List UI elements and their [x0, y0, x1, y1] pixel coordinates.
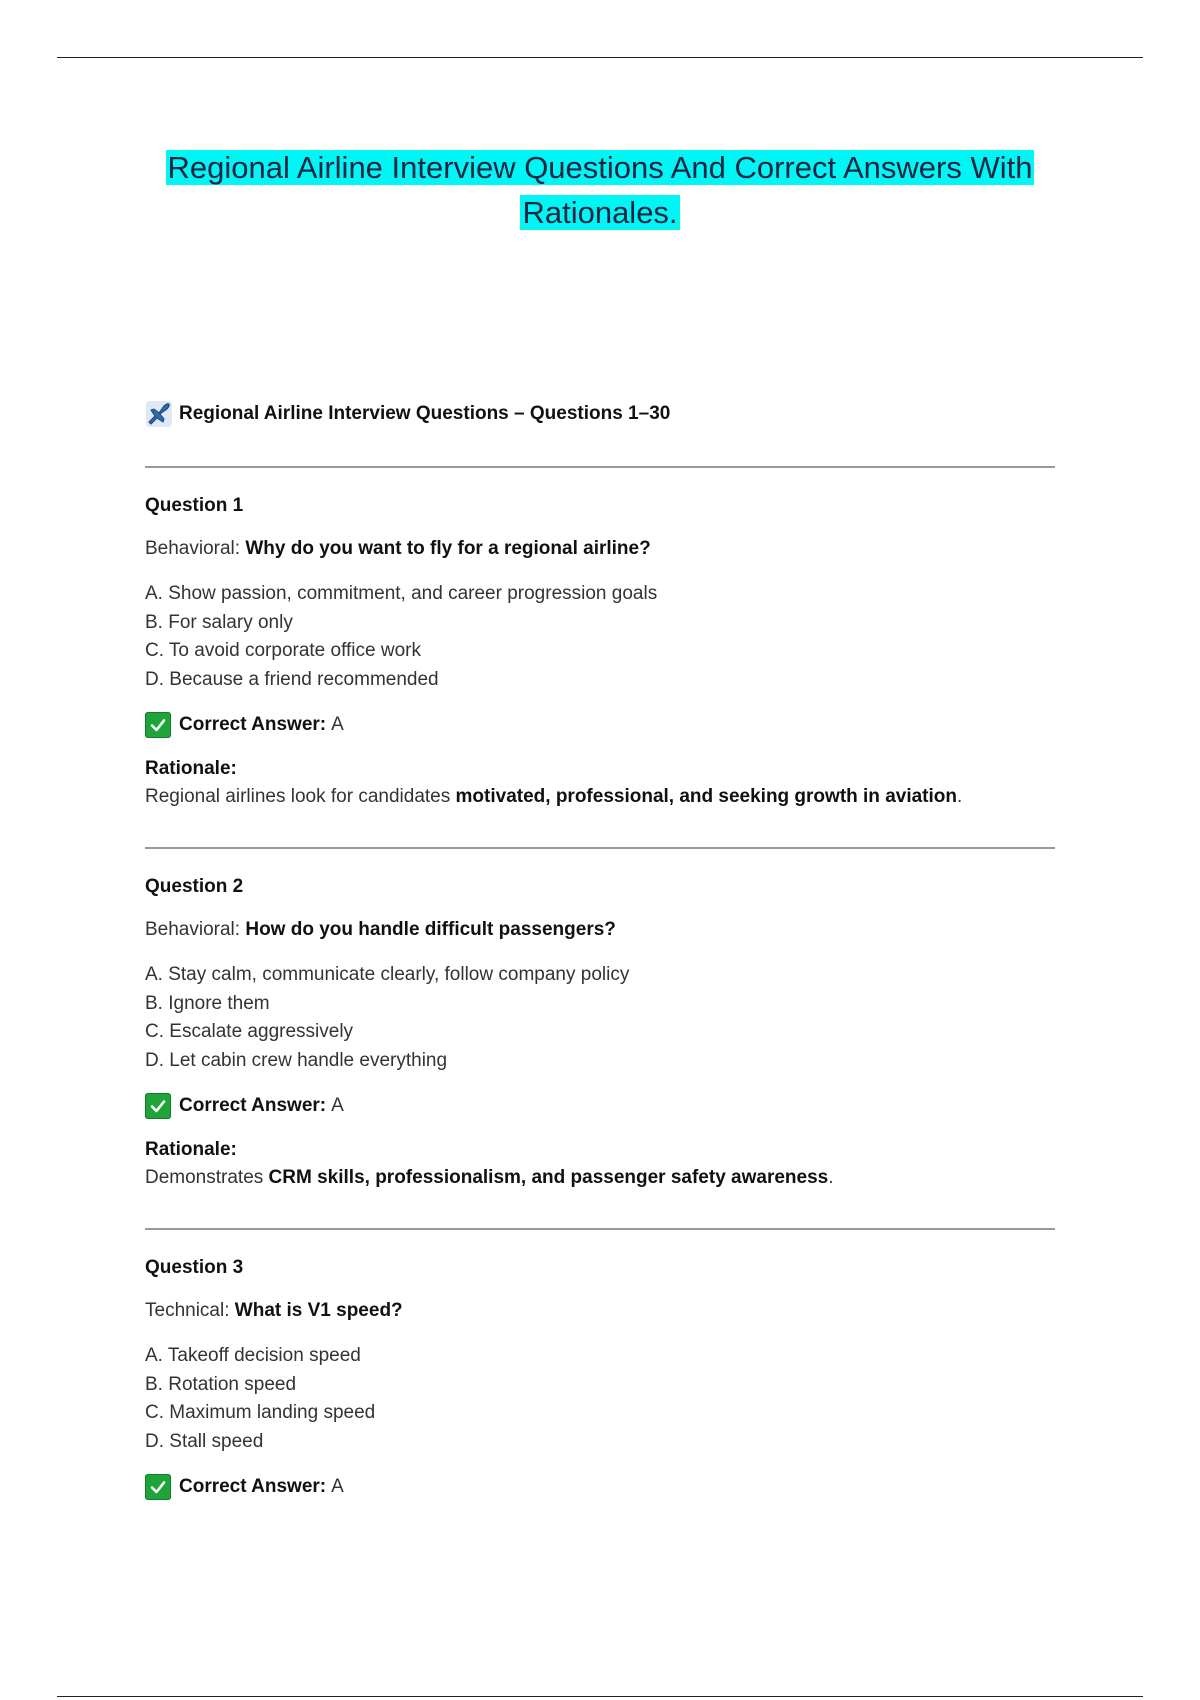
- option-item: A. Takeoff decision speed: [145, 1345, 361, 1366]
- check-mark-icon: [145, 712, 171, 738]
- option-item: B. Ignore them: [145, 992, 270, 1014]
- question-text: [145, 538, 1055, 560]
- page-bottom-rule: [57, 1696, 1143, 1697]
- question-prompt: What is V1 speed?: [234, 1300, 403, 1321]
- question-text: [145, 1300, 1055, 1322]
- question-block: [145, 849, 1055, 1228]
- option-item: C. To avoid corporate office work: [145, 640, 421, 661]
- correct-answer-value: A: [331, 1476, 344, 1497]
- rationale-label: Rationale:: [145, 758, 237, 779]
- question-block: [145, 468, 1055, 847]
- question-text: [145, 919, 1055, 941]
- question-number: Question 1: [145, 495, 244, 516]
- answer-options: [145, 961, 1055, 1075]
- rationale-suffix: .: [828, 1167, 834, 1188]
- correct-answer-label: Correct Answer:: [179, 1476, 327, 1497]
- correct-answer: [145, 1474, 1055, 1500]
- check-mark-icon: [145, 1093, 171, 1119]
- option-item: C. Maximum landing speed: [145, 1402, 376, 1423]
- airplane-icon: [145, 400, 173, 428]
- rationale-prefix: Regional airlines look for candidates: [145, 786, 456, 807]
- question-category: Behavioral:: [145, 919, 241, 940]
- question-block: [145, 1230, 1055, 1558]
- rationale-suffix: .: [957, 786, 963, 807]
- correct-answer-label: Correct Answer:: [179, 714, 327, 735]
- option-item: D. Let cabin crew handle everything: [145, 1049, 448, 1071]
- correct-answer-value: A: [331, 714, 344, 735]
- option-item: A. Stay calm, communicate clearly, follow company policy: [145, 964, 630, 985]
- title-line-1: Regional Airline Interview Questions And Correct Answers With: [167, 150, 1033, 185]
- option-item: B. For salary only: [145, 611, 293, 633]
- document-title: [100, 145, 1100, 235]
- option-item: B. Rotation speed: [145, 1373, 297, 1395]
- option-item: D. Because a friend recommended: [145, 668, 439, 690]
- question-category: Technical:: [145, 1300, 230, 1321]
- option-item: A. Show passion, commitment, and career progression goals: [145, 583, 658, 604]
- check-mark-icon: [145, 1474, 171, 1500]
- section-heading-text: Regional Airline Interview Questions – Questions 1–30: [179, 403, 671, 424]
- question-prompt: How do you handle difficult passengers?: [245, 919, 616, 940]
- title-line-2: Rationales.: [522, 195, 678, 230]
- correct-answer-label: Correct Answer:: [179, 1095, 327, 1116]
- answer-options: [145, 1342, 1055, 1456]
- rationale-text: [145, 1166, 1055, 1190]
- page-top-rule: [57, 57, 1143, 58]
- rationale-emphasis: motivated, professional, and seeking growth in aviation: [455, 786, 957, 807]
- correct-answer: [145, 1093, 1055, 1119]
- question-category: Behavioral:: [145, 538, 241, 559]
- question-number: Question 2: [145, 876, 244, 897]
- rationale-emphasis: CRM skills, professionalism, and passenger safety awareness: [268, 1167, 829, 1188]
- answer-options: [145, 580, 1055, 694]
- rationale-text: [145, 785, 1055, 809]
- option-item: D. Stall speed: [145, 1430, 264, 1452]
- rationale-prefix: Demonstrates: [145, 1167, 269, 1188]
- question-list: [145, 466, 1055, 1558]
- correct-answer: [145, 712, 1055, 738]
- correct-answer-value: A: [331, 1095, 344, 1116]
- section-heading: [145, 400, 670, 428]
- rationale-label: Rationale:: [145, 1139, 237, 1160]
- option-item: C. Escalate aggressively: [145, 1021, 354, 1042]
- question-number: Question 3: [145, 1257, 244, 1278]
- question-prompt: Why do you want to fly for a regional airline?: [245, 538, 651, 559]
